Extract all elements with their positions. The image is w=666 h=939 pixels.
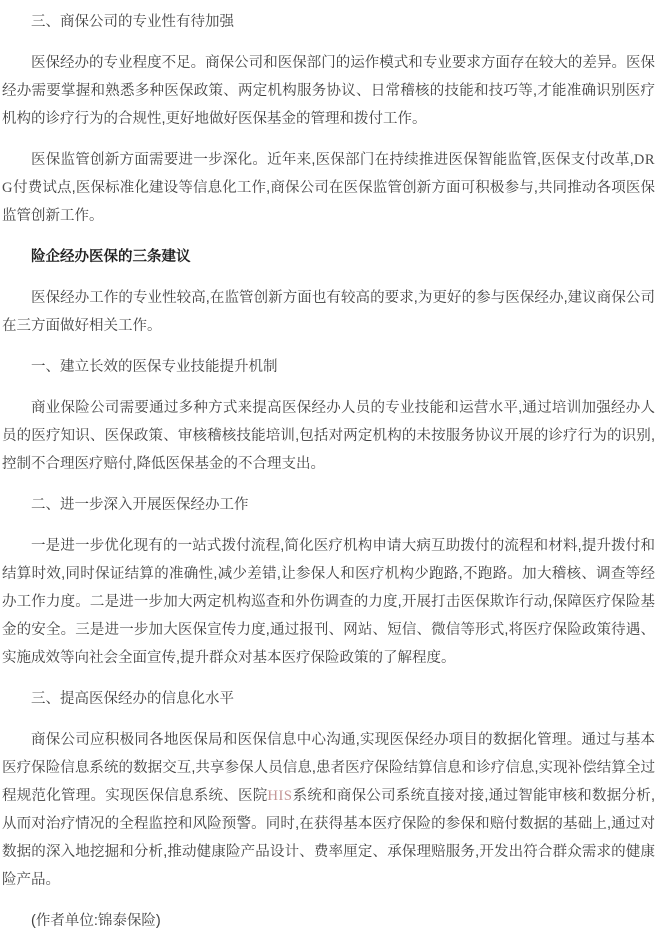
suggestion-3-text-after: 系统和商保公司系统直接对接,通过智能审核和数据分析,从而对治疗情况的全程监控和风险预警。同时,在获得基本医疗保险的参保和赔付数据的基础上,通过对数据的深入地挖掘和分析,推动健康险产品设计、费率厘定、承保理赔服务,开发出符合群众需求的健康险产品。 [2, 788, 655, 888]
paragraph-problem-1: 医保经办的专业程度不足。商保公司和医保部门的运作模式和专业要求方面存在较大的差异。医保经办需要掌握和熟悉多种医保政策、两定机构服务协议、日常稽核的技能和技巧等,才能准确识别医疗机构的诊疗行为的合规性,更好地做好医保基金的管理和拨付工作。 [2, 55, 655, 127]
paragraph-suggestions-intro: 医保经办工作的专业性较高,在监管创新方面也有较高的要求,为更好的参与医保经办,建议商保公司在三方面做好相关工作。 [2, 290, 655, 334]
author-affiliation-footer: (作者单位:锦泰保险) [31, 913, 161, 929]
suggestion-1-paragraph: 商业保险公司需要通过多种方式来提高医保经办人员的专业技能和运营水平,通过培训加强经办人员的医疗知识、医保政策、审核稽核技能培训,包括对两定机构的未按服务协议开展的诊疗行为的识别,控制不合理医疗赔付,降低医保基金的不合理支出。 [2, 400, 655, 472]
suggestion-3-heading: 三、提高医保经办的信息化水平 [31, 691, 234, 707]
section-heading-problem: 三、商保公司的专业性有待加强 [31, 14, 234, 30]
paragraph-problem-2-text-after: 付费试点,医保标准化建设等信息化工作,商保公司在医保监管创新方面可积极参与,共同推动各项医保监管创新工作。 [2, 180, 655, 224]
section-heading-suggestions: 险企经办医保的三条建议 [31, 249, 191, 265]
drg-term: DRG [2, 152, 655, 196]
paragraph-problem-2-text-before: 医保监管创新方面需要进一步深化。近年来,医保部门在持续推进医保智能监管,医保支付改革, [31, 152, 634, 168]
suggestion-3-paragraph [2, 726, 655, 894]
paragraph-problem-2 [2, 146, 655, 230]
suggestion-3-text-before: 商保公司应积极同各地医保局和医保信息中心沟通,实现医保经办项目的数据化管理。通过与基本医疗保险信息系统的数据交互,共享参保人员信息,患者医疗保险结算信息和诊疗信息,实现补偿结算全过程规范化管理。实现医保信息系统、医院 [2, 732, 655, 804]
suggestion-2-heading: 二、进一步深入开展医保经办工作 [31, 497, 249, 513]
suggestion-2-paragraph: 一是进一步优化现有的一站式拨付流程,简化医疗机构申请大病互助拨付的流程和材料,提升拨付和结算时效,同时保证结算的准确性,减少差错,让参保人和医疗机构少跑路,不跑路。加大稽核、调查等经办工作力度。二是进一步加大两定机构巡查和外伤调查的力度,开展打击医保欺诈行动,保障医疗保险基金的安全。三是进一步加大医保宣传力度,通过报刊、网站、短信、微信等形式,将医疗保险政策待遇、实施成效等向社会全面宣传,提升群众对基本医疗保险政策的了解程度。 [2, 538, 655, 666]
suggestion-1-heading: 一、建立长效的医保专业技能提升机制 [31, 359, 278, 375]
his-term: HIS [267, 788, 293, 804]
